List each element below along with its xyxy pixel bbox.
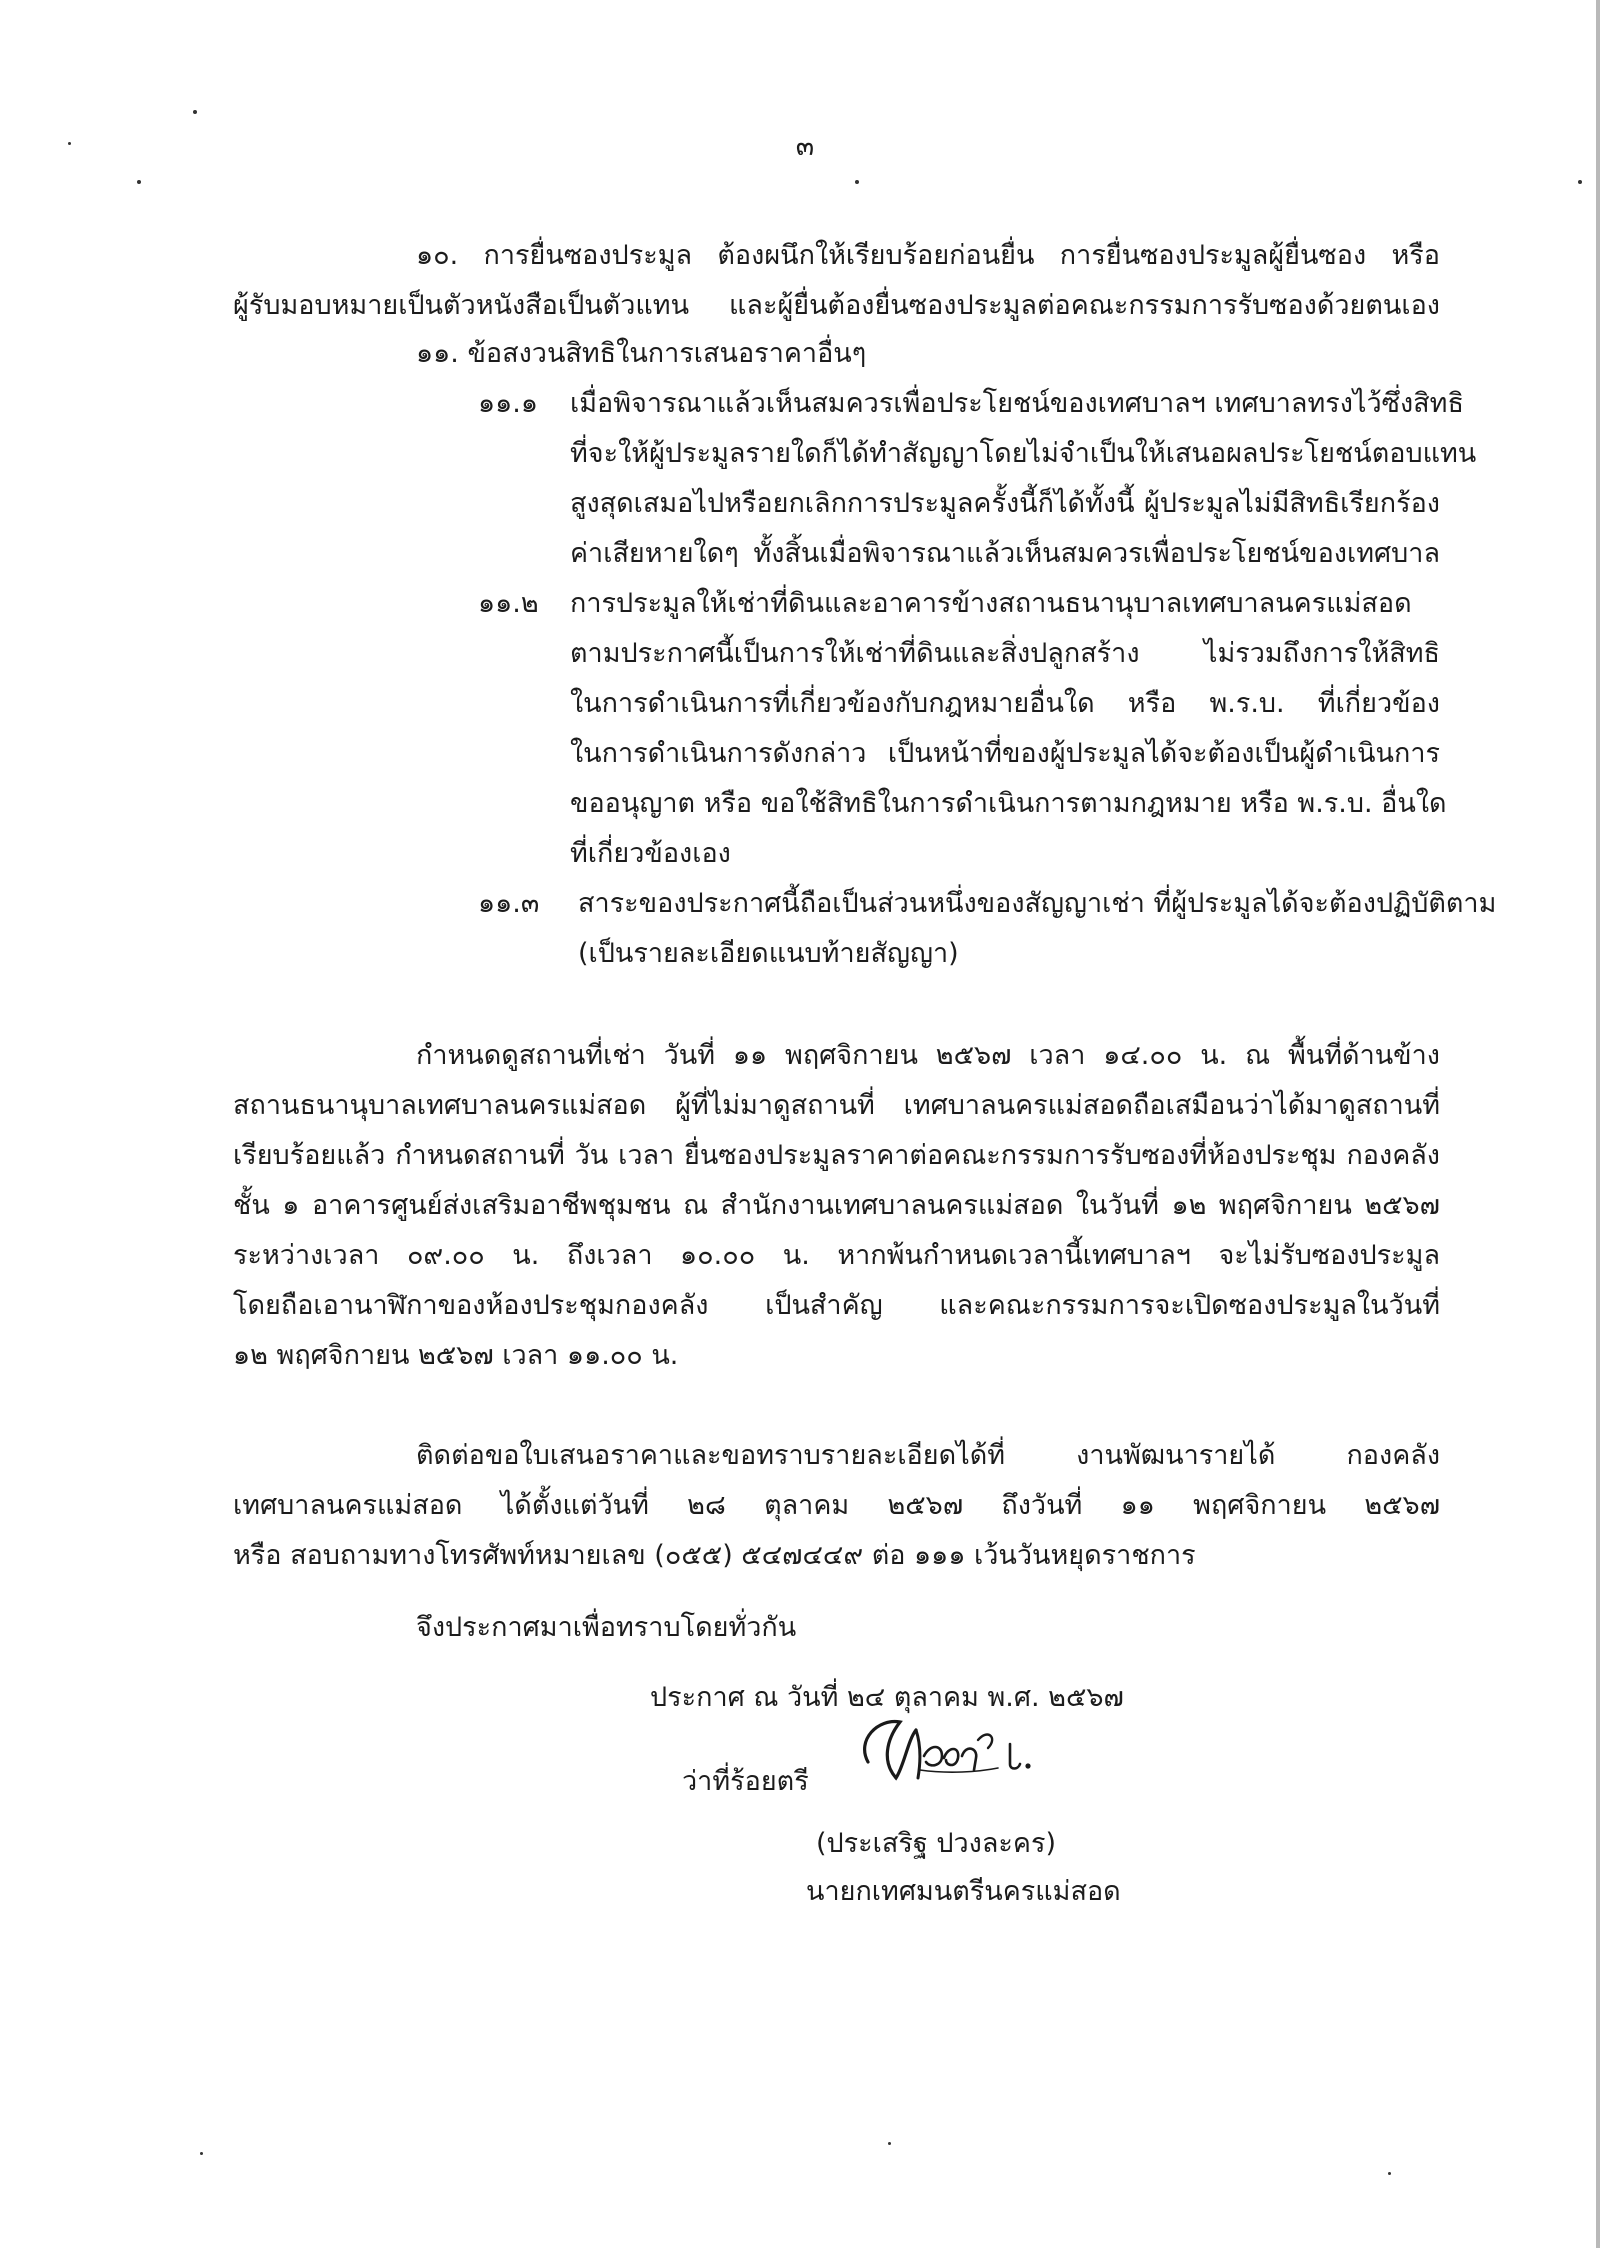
inspection-line: กำหนดดูสถานที่เช่า วันที่ ๑๑ พฤศจิกายน ๒๕๖๗ เวลา ๑๔.๐๐ น. ณ พื้นที่ด้านข้าง <box>416 1040 1440 1071</box>
scan-speck <box>68 142 71 145</box>
inspection-line: สถานธนานุบาลเทศบาลนครแม่สอด ผู้ที่ไม่มาดูสถานที่ เทศบาลนครแม่สอดถือเสมือนว่าได้มาดูสถานที่ <box>233 1090 1440 1121</box>
clause-11-2-line: ขออนุญาต หรือ ขอใช้สิทธิในการดำเนินการตามกฎหมาย หรือ พ.ร.บ. อื่นใด <box>570 788 1447 819</box>
clause-11-1-line: ค่าเสียหายใดๆ ทั้งสิ้นเมื่อพิจารณาแล้วเห็นสมควรเพื่อประโยชน์ของเทศบาล <box>570 538 1440 569</box>
inspection-line: เรียบร้อยแล้ว กำหนดสถานที่ วัน เวลา ยื่นซองประมูลราคาต่อคณะกรรมการรับซองที่ห้องประชุม กองคลัง <box>233 1140 1440 1171</box>
clause-11-3-line: สาระของประกาศนี้ถือเป็นส่วนหนึ่งของสัญญาเช่า ที่ผู้ประมูลได้จะต้องปฏิบัติตาม <box>578 888 1497 919</box>
clause-11-2-line: ในการดำเนินการที่เกี่ยวข้องกับกฎหมายอื่นใด หรือ พ.ร.บ. ที่เกี่ยวข้อง <box>570 688 1440 719</box>
inspection-line: โดยถือเอานาฬิกาของห้องประชุมกองคลัง เป็นสำคัญ และคณะกรรมการจะเปิดซองประมูลในวันที่ <box>233 1290 1440 1321</box>
clause-11-2-number: ๑๑.๒ <box>478 588 539 619</box>
clause-11-3-line: (เป็นรายละเอียดแนบท้ายสัญญา) <box>578 938 959 969</box>
contact-line: เทศบาลนครแม่สอด ได้ตั้งแต่วันที่ ๒๘ ตุลาคม ๒๕๖๗ ถึงวันที่ ๑๑ พฤศจิกายน ๒๕๖๗ <box>233 1490 1440 1521</box>
scan-speck <box>888 2142 891 2145</box>
clause-10-line-2: ผู้รับมอบหมายเป็นตัวหนังสือเป็นตัวแทน และผู้ยื่นต้องยื่นซองประมูลต่อคณะกรรมการรับซองด้วยตนเอง <box>233 290 1440 321</box>
clause-11-3-number: ๑๑.๓ <box>478 888 540 919</box>
page-number: ๓ <box>795 131 815 162</box>
scan-speck <box>1578 180 1582 184</box>
signer-acting-label: ว่าที่ร้อยตรี <box>682 1766 809 1797</box>
clause-11-1-line: ที่จะให้ผู้ประมูลรายใดก็ได้ทำสัญญาโดยไม่จำเป็นให้เสนอผลประโยชน์ตอบแทน <box>570 438 1477 469</box>
clause-11-2-line: ที่เกี่ยวข้องเอง <box>570 838 731 869</box>
signature-image <box>838 1700 1068 1800</box>
signer-position: นายกเทศมนตรีนครแม่สอด <box>806 1876 1121 1907</box>
scan-speck <box>855 180 859 184</box>
inspection-line: ชั้น ๑ อาคารศูนย์ส่งเสริมอาชีพชุมชน ณ สำนักงานเทศบาลนครแม่สอด ในวันที่ ๑๒ พฤศจิกายน ๒๕๖๗ <box>233 1190 1440 1221</box>
scan-speck <box>137 180 141 184</box>
contact-line: ติดต่อขอใบเสนอราคาและขอทราบรายละเอียดได้ที่ งานพัฒนารายได้ กองคลัง <box>416 1440 1440 1471</box>
clause-11-2-line: การประมูลให้เช่าที่ดินและอาคารข้างสถานธนานุบาลเทศบาลนครแม่สอด <box>570 588 1412 619</box>
clause-11-2-line: ตามประกาศนี้เป็นการให้เช่าที่ดินและสิ่งปลูกสร้าง ไม่รวมถึงการให้สิทธิ <box>570 638 1440 669</box>
inspection-line: ระหว่างเวลา ๐๙.๐๐ น. ถึงเวลา ๑๐.๐๐ น. หากพ้นกำหนดเวลานี้เทศบาลฯ จะไม่รับซองประมูล <box>233 1240 1440 1271</box>
contact-line: หรือ สอบถามทางโทรศัพท์หมายเลข (๐๕๕) ๕๔๗๔๔๙ ต่อ ๑๑๑ เว้นวันหยุดราชการ <box>233 1540 1196 1571</box>
signer-name: (ประเสริฐ ปวงละคร) <box>816 1828 1056 1859</box>
closing-statement: จึงประกาศมาเพื่อทราบโดยทั่วกัน <box>416 1612 797 1643</box>
scan-speck <box>193 110 197 114</box>
clause-11-heading: ๑๑. ข้อสงวนสิทธิในการเสนอราคาอื่นๆ <box>416 338 867 369</box>
clause-11-2-line: ในการดำเนินการดังกล่าว เป็นหน้าที่ของผู้ประมูลได้จะต้องเป็นผู้ดำเนินการ <box>570 738 1440 769</box>
announcement-date: ประกาศ ณ วันที่ ๒๔ ตุลาคม พ.ศ. ๒๕๖๗ <box>650 1682 1124 1713</box>
scan-speck <box>1388 2172 1391 2175</box>
scan-speck <box>200 2152 203 2155</box>
clause-10-line-1: ๑๐. การยื่นซองประมูล ต้องผนึกให้เรียบร้อยก่อนยื่น การยื่นซองประมูลผู้ยื่นซอง หรือ <box>416 240 1440 271</box>
clause-11-1-line: สูงสุดเสมอไปหรือยกเลิกการประมูลครั้งนี้ก็ได้ทั้งนี้ ผู้ประมูลไม่มีสิทธิเรียกร้อง <box>570 488 1440 519</box>
clause-11-1-number: ๑๑.๑ <box>478 388 538 419</box>
inspection-line: ๑๒ พฤศจิกายน ๒๕๖๗ เวลา ๑๑.๐๐ น. <box>233 1340 679 1371</box>
scan-edge <box>1596 0 1600 2248</box>
clause-11-1-line: เมื่อพิจารณาแล้วเห็นสมควรเพื่อประโยชน์ของเทศบาลฯ เทศบาลทรงไว้ซึ่งสิทธิ <box>570 388 1464 419</box>
